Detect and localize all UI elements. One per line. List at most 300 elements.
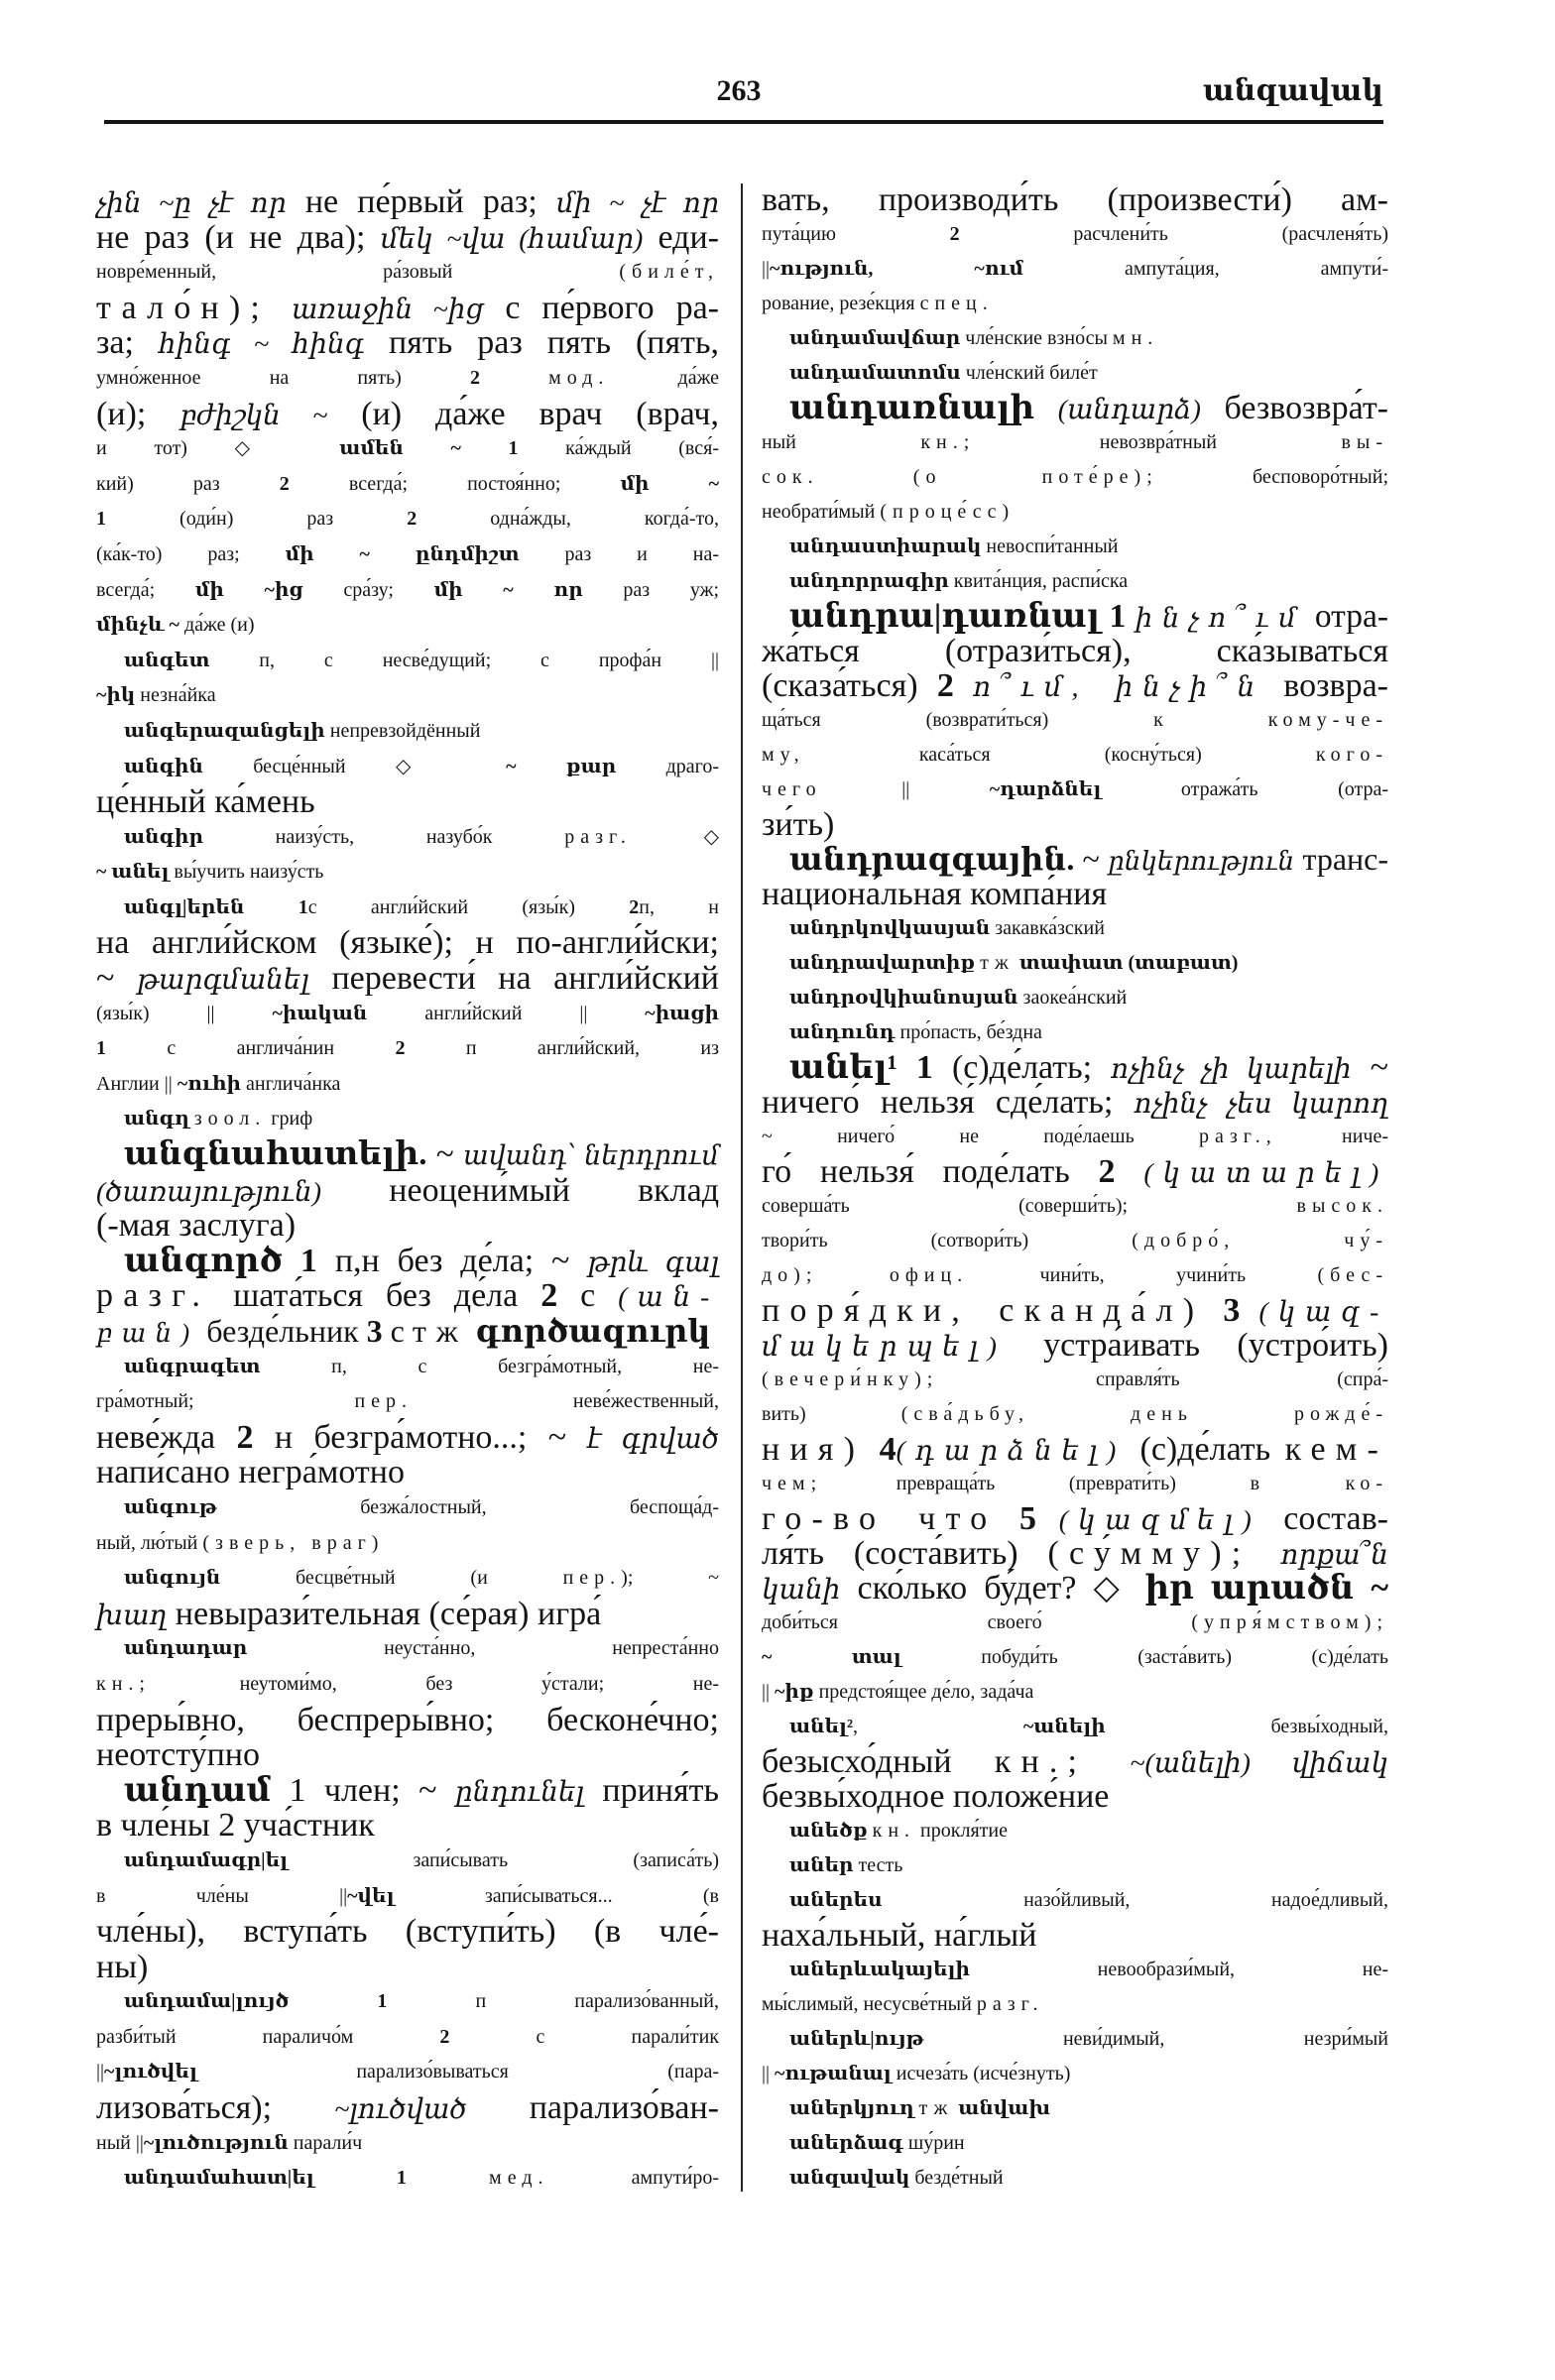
headword: անդրազգային. (789, 841, 1075, 877)
entry-line (762, 1050, 1388, 1085)
entry-line (762, 217, 1388, 252)
spaced-label: кн.; (920, 431, 976, 453)
headword: ~ անել (96, 861, 170, 884)
page-number: 263 (716, 74, 762, 107)
headword: ~ տալ (762, 1646, 901, 1668)
gloss-text: справля́ть (спра́- (938, 1368, 1388, 1390)
line-content (96, 1913, 719, 1950)
headword: աներես (789, 1889, 883, 1911)
line-content (124, 1772, 719, 1809)
gloss-text: каса́ться (косну́ться) (804, 744, 1316, 766)
line-content (96, 290, 719, 326)
line-content (96, 1807, 375, 1844)
headword: անդադար (124, 1637, 248, 1660)
entry-line (96, 997, 719, 1032)
dictionary-entry (762, 1050, 1388, 1710)
entry-line (762, 911, 1388, 946)
gloss-text: го́ нельзя́ поде́лать (762, 1153, 1099, 1190)
spaced-label: (сва́дьбу, день рожде́- (900, 1403, 1389, 1425)
gloss-text: англи́йский || (367, 1002, 646, 1024)
line-content (124, 1496, 719, 1518)
armenian-note: ինչո՞ւմ (1135, 603, 1306, 633)
armenian-example: է գրված (587, 1423, 719, 1455)
armenian-note: մակերպել) (762, 1332, 1007, 1363)
armenian-example: թրև գալ (587, 1247, 720, 1278)
entry-line (762, 495, 1388, 530)
gloss-text (270, 290, 292, 326)
gloss-text: неуста́нно, непреста́нно (247, 1637, 719, 1660)
dictionary-entry (762, 946, 1388, 981)
line-content (762, 1778, 1109, 1815)
dictionary-entry (762, 1814, 1388, 1848)
spaced-label: разг. (976, 1993, 1044, 2015)
gloss-text: це́нный ка́мень (96, 783, 315, 821)
spaced-label: тж (980, 952, 1015, 974)
spaced-label: (проце́сс) (880, 501, 1016, 523)
gloss-text: невообрази́мый, не- (969, 1959, 1388, 1980)
dictionary-entry (96, 1561, 719, 1631)
gloss-text: наха́льный, на́глый (762, 1917, 1037, 1954)
entry-line (762, 1744, 1388, 1779)
headword: անգործ 1 (124, 1242, 317, 1279)
dictionary-entry (96, 1631, 719, 1772)
headword: աներ (789, 1854, 854, 1876)
gloss-text: всегда́; (96, 578, 195, 601)
armenian-note: (կատարել) (1143, 1158, 1389, 1189)
line-content (762, 778, 1388, 800)
entry-line (96, 1667, 719, 1703)
entry-line (762, 1363, 1388, 1397)
gloss-text: устра́ивать (устро́ить) (1006, 1327, 1388, 1364)
entry-line (762, 356, 1388, 391)
headword: աներկյուղ (789, 2097, 914, 2119)
gloss-text: невозвра́тный (975, 431, 1342, 453)
gloss-text: ампути́ро- (548, 2167, 719, 2190)
headword: անդաստիարակ (789, 536, 982, 557)
gloss-text: непревзойдённый (324, 719, 481, 742)
gloss-text: п парализо́ванный, (387, 1990, 719, 2013)
line-content (762, 1535, 1388, 1572)
entry-line (96, 750, 719, 785)
gloss-text: умно́женное на пять) (96, 366, 470, 389)
gloss-text: безвы́ходный, (1105, 1716, 1388, 1737)
armenian-example: թարգմանել (136, 965, 309, 997)
entry-line (96, 1879, 719, 1915)
headword: գործազուրկ (475, 1313, 711, 1349)
spaced-label: пер. (354, 1390, 414, 1413)
armenian-example: որքա՞ն (1280, 1540, 1389, 1571)
line-content (96, 183, 719, 220)
spaced-label: в ко- (1250, 1473, 1388, 1494)
armenian-example: մեկ ~վա (համար) (380, 223, 644, 255)
headword: անգութ (124, 1495, 217, 1518)
gloss-text: невырази́тельная (се́рая) игра́ (167, 1595, 602, 1632)
dictionary-entry (96, 714, 719, 750)
gloss-text (1034, 390, 1058, 426)
line-content (789, 1716, 1388, 1737)
entry-line (96, 255, 719, 291)
gloss-text: шата́ться без де́ла (210, 1277, 541, 1315)
line-content (96, 324, 719, 361)
spaced-label: тало́н); (96, 289, 270, 326)
entry-line (96, 1278, 719, 1314)
entry-line (96, 1703, 719, 1738)
armenian-example: մի ~ չէ որ (555, 188, 719, 219)
gloss-text: исчеза́ть (исче́знуть) (891, 2063, 1071, 2084)
gloss-text: Англии || (96, 1072, 178, 1095)
line-content (96, 1419, 719, 1456)
armenian-note: ո՞ւմ, ինչի՞ն (973, 672, 1264, 703)
entry-line (762, 1918, 1388, 1953)
gloss-text: безвы́ходное положе́ние (762, 1778, 1110, 1815)
line-content (789, 917, 1105, 939)
line-content (789, 2132, 965, 2154)
armenian-note: բան) (96, 1319, 199, 1348)
gloss-text: ща́ться (возврати́ться) к (762, 709, 1268, 731)
gloss-text: состав- (1260, 1500, 1389, 1537)
entry-line (96, 608, 719, 644)
headword: 5 (1019, 1500, 1037, 1537)
entry-line (762, 1883, 1388, 1918)
gloss-text: да́же (609, 366, 720, 389)
line-content (124, 756, 719, 777)
line-content (124, 826, 719, 848)
headword: ◇ (703, 825, 719, 848)
line-content (762, 1743, 1388, 1780)
gloss-text: неоцени́мый вклад (321, 1171, 719, 1209)
line-content (762, 1993, 1044, 2015)
armenian-example: չին ~ը չէ որ (96, 188, 287, 219)
line-content (96, 261, 719, 283)
gloss-text: всегда́; постоя́нно; (289, 472, 621, 495)
headword: 1 (96, 1037, 106, 1060)
entry-line (762, 703, 1388, 738)
line-content (96, 1207, 296, 1244)
headword: անել² (789, 1716, 854, 1737)
line-content (96, 1596, 601, 1632)
line-content (762, 1230, 1388, 1251)
entry-line (762, 1258, 1388, 1293)
gloss-text (1087, 1743, 1130, 1780)
entry-line (762, 1779, 1388, 1814)
spaced-label: чем; (762, 1473, 823, 1494)
spaced-label: (су́мму); (1047, 1535, 1252, 1572)
gloss-text: кий) раз (96, 472, 280, 495)
entry-line (96, 1067, 719, 1103)
gloss-text (632, 826, 704, 848)
entry-line (762, 1467, 1388, 1501)
entry-line (96, 573, 719, 609)
spaced-label: мод. (548, 366, 610, 389)
dictionary-entry (96, 1773, 719, 1844)
headword: ~լուծվել (104, 2061, 197, 2083)
entry-line (762, 738, 1388, 773)
gloss-text: п, с несве́дущий; с профа́н || (209, 649, 719, 671)
line-content (96, 1702, 719, 1738)
spaced-label: (бес- (1317, 1264, 1388, 1286)
headword: 2 (236, 1418, 254, 1456)
gloss-text (1251, 1535, 1280, 1572)
line-content (762, 258, 1388, 280)
line-content (789, 327, 1158, 349)
gloss-text: с англича́нин (106, 1037, 396, 1060)
entry-line (762, 1710, 1388, 1744)
gloss-text: невоспи́танный (981, 536, 1119, 557)
gloss-text: не раз (и не два); (96, 218, 381, 256)
gloss-text: ~ (426, 1136, 464, 1173)
line-content (789, 2097, 1050, 2119)
entry-line (96, 1808, 719, 1844)
armenian-example: ոչինչ չի կարելի (1111, 1054, 1352, 1085)
line-content (124, 1356, 719, 1377)
armenian-example: խաղ (96, 1600, 168, 1631)
entry-line (762, 460, 1388, 495)
gloss-text: (и); (96, 395, 180, 432)
headword: անդամա|լույծ 1 (124, 1990, 388, 2013)
line-content (96, 1885, 719, 1907)
gloss-text (954, 667, 973, 704)
entry-line (96, 502, 719, 537)
gloss-text (819, 466, 913, 488)
gloss-text: сра́зу; (302, 578, 434, 601)
dictionary-entry (96, 1844, 719, 1984)
dictionary-entry (762, 564, 1388, 599)
headword: անզավակ (789, 2167, 910, 2189)
gloss-text: безде́льник (198, 1313, 367, 1349)
armenian-example: առաջին ~ից (291, 294, 484, 325)
line-content (96, 396, 719, 432)
entry-line (96, 1350, 719, 1385)
entry-line (762, 1987, 1388, 2022)
line-content (762, 1681, 1033, 1703)
gloss-text: возвра- (1264, 667, 1388, 704)
header-rule (104, 120, 1383, 124)
line-content (124, 1136, 719, 1172)
spaced-label: кн.; (96, 1672, 151, 1695)
headword: անգղ (124, 1108, 189, 1130)
headword: անգնահատելի. (124, 1136, 427, 1173)
line-content (96, 1003, 719, 1024)
line-content (762, 633, 1388, 669)
gloss-text: запи́сываться... (в (394, 1884, 719, 1907)
entry-line (96, 1031, 719, 1067)
gloss-text (817, 1264, 889, 1286)
gloss-text: , (853, 1716, 1023, 1737)
dictionary-entry (762, 1953, 1388, 2022)
dictionary-entry (96, 750, 719, 820)
entry-line (762, 1640, 1388, 1675)
gloss-text: пять раз пять (пять, (364, 324, 719, 362)
gloss-text: п,н без де́ла; ~ (316, 1242, 588, 1279)
line-content (96, 960, 719, 997)
headword: ~իկ (96, 684, 136, 707)
spaced-label: кем- (1284, 1431, 1389, 1468)
headword: 2 (279, 472, 290, 495)
entry-line (762, 1501, 1388, 1536)
spaced-label: кого- (1315, 744, 1388, 766)
gloss-text: (с)де́лать; (932, 1049, 1112, 1086)
dictionary-entry (96, 1984, 719, 2161)
line-content (96, 2089, 719, 2126)
headword: ~իք (775, 1681, 814, 1703)
gloss-text: превраща́ть (преврати́ть) (822, 1473, 1251, 1494)
spaced-label: (зверь, враг) (202, 1531, 385, 1554)
line-content (124, 1108, 312, 1130)
gloss-text (407, 2167, 489, 2189)
line-content (96, 1390, 719, 1412)
line-content (789, 1021, 1042, 1043)
spaced-label: кн.; (994, 1743, 1088, 1780)
gloss-text: ничего́ нельзя́ сде́лать; (762, 1084, 1135, 1121)
gloss-text: неотсту́пно (96, 1736, 261, 1774)
dictionary-entry (762, 1710, 1388, 1814)
gloss-text (1240, 1292, 1258, 1329)
line-content (762, 806, 834, 843)
line-content (96, 219, 719, 256)
line-content (789, 598, 1388, 635)
headword: տափատ (տաբատ) (1018, 952, 1239, 974)
entry-line (96, 2126, 719, 2162)
gloss-text: жа́ться (отрази́ться), ска́зываться (762, 633, 1388, 669)
entry-line (96, 1244, 719, 1279)
spaced-label: спец. (919, 293, 994, 314)
spaced-label: разг. (96, 1277, 211, 1315)
gloss-text (1204, 1292, 1223, 1329)
entry-line (96, 1526, 719, 1562)
gloss-text: преры́вно, беспреры́вно; бесконе́чно; (96, 1701, 719, 1738)
entry-line (762, 287, 1388, 321)
headword: անդրկովկասյան (789, 917, 991, 939)
headword: անգին (124, 755, 203, 777)
line-content (96, 1037, 719, 1059)
gloss-text: ниче- (1276, 1126, 1388, 1147)
line-content (762, 667, 1388, 704)
headword: 2 (1098, 1153, 1116, 1190)
entry-line (762, 773, 1388, 807)
line-content (762, 1570, 1388, 1606)
line-content (762, 1368, 1388, 1390)
dictionary-entry (762, 530, 1388, 564)
headword: մինչև ~ (96, 614, 179, 637)
entry-line (96, 1631, 719, 1667)
line-content (96, 1736, 260, 1773)
headword: ~վել (347, 1884, 395, 1907)
headword: անդամագր|ել (124, 1848, 289, 1871)
gloss-text: за; (96, 324, 159, 362)
line-content (789, 1820, 1008, 1842)
entry-line (96, 1384, 719, 1420)
spaced-label: до); (762, 1264, 818, 1286)
gloss-text: зи́ть) (762, 806, 835, 843)
entry-line (762, 1224, 1388, 1258)
entry-line (762, 1397, 1388, 1432)
gloss-text: ~ (1351, 1049, 1388, 1086)
line-content (762, 1611, 1388, 1633)
entry-line (762, 1606, 1388, 1640)
entry-line (762, 1953, 1388, 1987)
headword: ◇ իր արածն ~ (1093, 1570, 1389, 1606)
entry-line (762, 1120, 1388, 1154)
gloss-text: новре́менный, ра́зовый (96, 261, 620, 284)
gloss-text: в чле́ны || (96, 1884, 348, 1907)
gloss-text: безде́тный (909, 2167, 1004, 2189)
line-content (96, 2132, 362, 2154)
entry-line (96, 1914, 719, 1950)
line-content (789, 1854, 902, 1876)
headword: ~դարձնել (989, 778, 1102, 800)
entry-line (96, 467, 719, 503)
entry-line (96, 1490, 719, 1526)
gloss-text: назо́йливый, надое́дливый, (882, 1889, 1388, 1911)
headword: անդրավարտիք (789, 952, 976, 974)
entry-line (762, 182, 1388, 217)
line-content (96, 367, 719, 389)
headword: 4 (879, 1431, 897, 1468)
dictionary-entry-continued (96, 184, 719, 644)
line-content (789, 570, 1128, 592)
dictionary-entry (96, 1244, 719, 1350)
line-content (762, 1195, 1388, 1217)
gloss-text: тесть (853, 1854, 903, 1876)
line-content (762, 709, 1388, 731)
gloss-text: пута́цию (762, 223, 950, 245)
line-content (789, 1889, 1388, 1911)
gloss-text: ~ (96, 960, 137, 998)
dictionary-entry (96, 2161, 719, 2197)
headword: անդամահատ|ել 1 (124, 2167, 407, 2190)
right-column (762, 182, 1388, 2196)
gloss-text: перевести́ на англи́йский (308, 960, 719, 998)
gloss-text: одна́жды, когда́-то, (417, 508, 719, 531)
gloss-text: ка́ждый (вся́- (518, 437, 719, 460)
line-content (96, 1532, 384, 1554)
entry-line (762, 946, 1388, 981)
entry-line (762, 1293, 1388, 1328)
gloss-text: с парали́тик (449, 2025, 720, 2048)
dictionary-entry (762, 599, 1388, 842)
gloss-text: про́пасть, бе́здна (895, 1021, 1042, 1043)
gloss-text: ный || (96, 2131, 144, 2154)
entry-line (762, 252, 1388, 287)
gloss-text: в чле́ны 2 уча́стник (96, 1807, 375, 1844)
gloss-text: мы́слимый, несусве́тный (762, 1993, 977, 2015)
entry-line (96, 1314, 719, 1350)
gloss-text: ); ~ (621, 1567, 719, 1590)
spaced-label: вы- (1341, 431, 1388, 453)
dictionary-entry (762, 911, 1388, 946)
line-content (124, 1637, 719, 1659)
gloss-text: закавка́зский (990, 917, 1105, 939)
line-content (96, 2061, 719, 2082)
armenian-example: կանի (762, 1575, 841, 1606)
gloss-text: отра- (1305, 598, 1388, 635)
line-content (762, 1500, 1388, 1537)
entry-line (96, 397, 719, 432)
gloss-text: бесце́нный (202, 755, 396, 777)
line-content (96, 2026, 719, 2048)
dictionary-entry (762, 1848, 1388, 1883)
gloss-text (480, 367, 548, 389)
gloss-text: неутоми́мо, без у́стали; не- (150, 1672, 719, 1695)
spaced-label: разг., (1198, 1126, 1277, 1147)
gloss-text: (сказа́ться) (762, 667, 937, 704)
dictionary-entry-continued (762, 182, 1388, 321)
entry-line (762, 1328, 1388, 1363)
entry-line (96, 291, 719, 326)
gloss-text: ля́ть (соста́вить) (762, 1535, 1048, 1572)
line-content (762, 2063, 1070, 2084)
gloss-text: п англи́йский, из (405, 1037, 719, 1060)
